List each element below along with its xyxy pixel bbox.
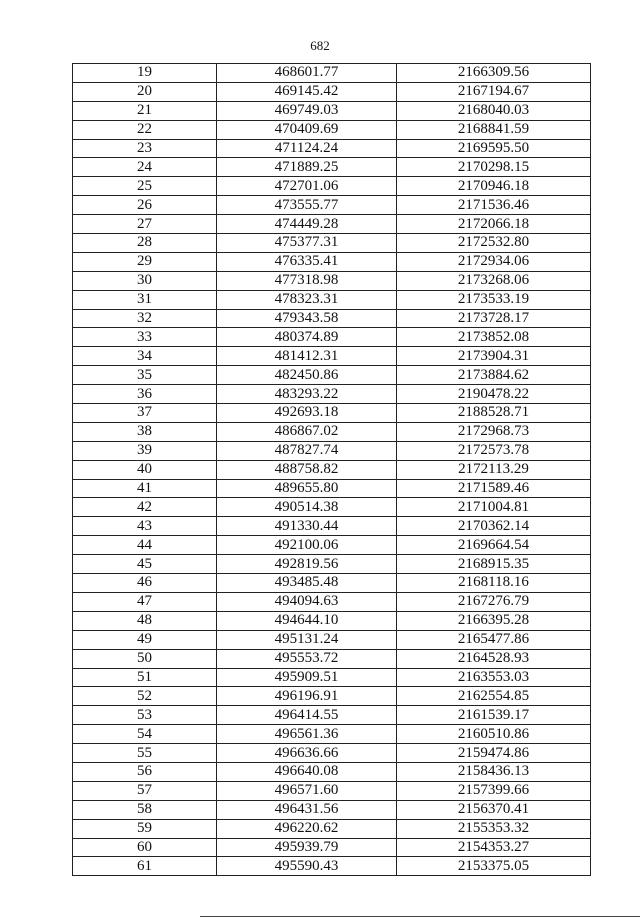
x-coordinate-cell: 493485.48: [217, 574, 397, 593]
x-coordinate-cell: 495939.79: [217, 838, 397, 857]
coordinates-table-body: [73, 64, 591, 876]
table-row: [73, 536, 591, 555]
table-row: [73, 441, 591, 460]
point-number-cell: 53: [73, 706, 217, 725]
table-row: [73, 309, 591, 328]
table-row: [73, 196, 591, 215]
table-row: [73, 422, 591, 441]
table-row: [73, 82, 591, 101]
point-number-cell: 31: [73, 290, 217, 309]
point-number-cell: 44: [73, 536, 217, 555]
point-number-cell: 30: [73, 271, 217, 290]
x-coordinate-cell: 469749.03: [217, 101, 397, 120]
x-coordinate-cell: 480374.89: [217, 328, 397, 347]
table-row: [73, 592, 591, 611]
y-coordinate-cell: 2172113.29: [397, 460, 591, 479]
x-coordinate-cell: 471124.24: [217, 139, 397, 158]
table-row: [73, 215, 591, 234]
x-coordinate-cell: 496640.08: [217, 762, 397, 781]
point-number-cell: 27: [73, 215, 217, 234]
page-number: 682: [310, 38, 330, 53]
point-number-cell: 51: [73, 668, 217, 687]
table-row: [73, 158, 591, 177]
point-number-cell: 39: [73, 441, 217, 460]
y-coordinate-cell: 2160510.86: [397, 725, 591, 744]
y-coordinate-cell: 2172573.78: [397, 441, 591, 460]
y-coordinate-cell: 2168841.59: [397, 120, 591, 139]
x-coordinate-cell: 471889.25: [217, 158, 397, 177]
table-row: [73, 819, 591, 838]
point-number-cell: 36: [73, 385, 217, 404]
point-number-cell: 41: [73, 479, 217, 498]
table-row: [73, 479, 591, 498]
x-coordinate-cell: 477318.98: [217, 271, 397, 290]
point-number-cell: 48: [73, 611, 217, 630]
y-coordinate-cell: 2153375.05: [397, 857, 591, 876]
point-number-cell: 54: [73, 725, 217, 744]
y-coordinate-cell: 2168118.16: [397, 574, 591, 593]
y-coordinate-cell: 2162554.85: [397, 687, 591, 706]
point-number-cell: 47: [73, 592, 217, 611]
table-row: [73, 460, 591, 479]
table-row: [73, 498, 591, 517]
x-coordinate-cell: 496220.62: [217, 819, 397, 838]
table-row: [73, 744, 591, 763]
point-number-cell: 24: [73, 158, 217, 177]
coordinates-table: [72, 63, 591, 876]
table-row: [73, 404, 591, 423]
table-row: [73, 234, 591, 253]
x-coordinate-cell: 476335.41: [217, 252, 397, 271]
y-coordinate-cell: 2164528.93: [397, 649, 591, 668]
y-coordinate-cell: 2157399.66: [397, 781, 591, 800]
point-number-cell: 46: [73, 574, 217, 593]
point-number-cell: 55: [73, 744, 217, 763]
x-coordinate-cell: 488758.82: [217, 460, 397, 479]
bottom-rule: [200, 916, 640, 917]
x-coordinate-cell: 494644.10: [217, 611, 397, 630]
y-coordinate-cell: 2188528.71: [397, 404, 591, 423]
point-number-cell: 38: [73, 422, 217, 441]
point-number-cell: 49: [73, 630, 217, 649]
y-coordinate-cell: 2159474.86: [397, 744, 591, 763]
table-row: [73, 347, 591, 366]
point-number-cell: 58: [73, 800, 217, 819]
point-number-cell: 19: [73, 64, 217, 83]
x-coordinate-cell: 496431.56: [217, 800, 397, 819]
x-coordinate-cell: 479343.58: [217, 309, 397, 328]
y-coordinate-cell: 2165477.86: [397, 630, 591, 649]
table-row: [73, 139, 591, 158]
x-coordinate-cell: 490514.38: [217, 498, 397, 517]
y-coordinate-cell: 2171536.46: [397, 196, 591, 215]
table-row: [73, 120, 591, 139]
table-row: [73, 857, 591, 876]
x-coordinate-cell: 472701.06: [217, 177, 397, 196]
x-coordinate-cell: 473555.77: [217, 196, 397, 215]
y-coordinate-cell: 2156370.41: [397, 800, 591, 819]
y-coordinate-cell: 2173268.06: [397, 271, 591, 290]
point-number-cell: 40: [73, 460, 217, 479]
y-coordinate-cell: 2173728.17: [397, 309, 591, 328]
y-coordinate-cell: 2171589.46: [397, 479, 591, 498]
table-row: [73, 800, 591, 819]
x-coordinate-cell: 481412.31: [217, 347, 397, 366]
x-coordinate-cell: 496196.91: [217, 687, 397, 706]
table-row: [73, 649, 591, 668]
point-number-cell: 56: [73, 762, 217, 781]
y-coordinate-cell: 2168915.35: [397, 555, 591, 574]
point-number-cell: 20: [73, 82, 217, 101]
table-row: [73, 706, 591, 725]
table-row: [73, 574, 591, 593]
x-coordinate-cell: 495909.51: [217, 668, 397, 687]
table-row: [73, 64, 591, 83]
table-row: [73, 668, 591, 687]
y-coordinate-cell: 2170946.18: [397, 177, 591, 196]
point-number-cell: 28: [73, 234, 217, 253]
x-coordinate-cell: 495131.24: [217, 630, 397, 649]
x-coordinate-cell: 492693.18: [217, 404, 397, 423]
point-number-cell: 21: [73, 101, 217, 120]
point-number-cell: 57: [73, 781, 217, 800]
x-coordinate-cell: 475377.31: [217, 234, 397, 253]
y-coordinate-cell: 2167194.67: [397, 82, 591, 101]
y-coordinate-cell: 2166395.28: [397, 611, 591, 630]
point-number-cell: 61: [73, 857, 217, 876]
point-number-cell: 52: [73, 687, 217, 706]
x-coordinate-cell: 474449.28: [217, 215, 397, 234]
x-coordinate-cell: 469145.42: [217, 82, 397, 101]
table-row: [73, 725, 591, 744]
y-coordinate-cell: 2167276.79: [397, 592, 591, 611]
x-coordinate-cell: 468601.77: [217, 64, 397, 83]
point-number-cell: 42: [73, 498, 217, 517]
x-coordinate-cell: 496561.36: [217, 725, 397, 744]
point-number-cell: 33: [73, 328, 217, 347]
x-coordinate-cell: 495590.43: [217, 857, 397, 876]
table-row: [73, 366, 591, 385]
y-coordinate-cell: 2173904.31: [397, 347, 591, 366]
table-row: [73, 328, 591, 347]
point-number-cell: 32: [73, 309, 217, 328]
y-coordinate-cell: 2158436.13: [397, 762, 591, 781]
table-row: [73, 252, 591, 271]
y-coordinate-cell: 2173884.62: [397, 366, 591, 385]
y-coordinate-cell: 2172532.80: [397, 234, 591, 253]
x-coordinate-cell: 483293.22: [217, 385, 397, 404]
y-coordinate-cell: 2172934.06: [397, 252, 591, 271]
point-number-cell: 22: [73, 120, 217, 139]
point-number-cell: 35: [73, 366, 217, 385]
table-row: [73, 517, 591, 536]
point-number-cell: 34: [73, 347, 217, 366]
table-row: [73, 630, 591, 649]
point-number-cell: 50: [73, 649, 217, 668]
x-coordinate-cell: 489655.80: [217, 479, 397, 498]
x-coordinate-cell: 494094.63: [217, 592, 397, 611]
x-coordinate-cell: 492819.56: [217, 555, 397, 574]
table-row: [73, 781, 591, 800]
y-coordinate-cell: 2172968.73: [397, 422, 591, 441]
x-coordinate-cell: 491330.44: [217, 517, 397, 536]
y-coordinate-cell: 2173852.08: [397, 328, 591, 347]
x-coordinate-cell: 487827.74: [217, 441, 397, 460]
x-coordinate-cell: 492100.06: [217, 536, 397, 555]
x-coordinate-cell: 495553.72: [217, 649, 397, 668]
point-number-cell: 45: [73, 555, 217, 574]
table-row: [73, 101, 591, 120]
x-coordinate-cell: 482450.86: [217, 366, 397, 385]
point-number-cell: 26: [73, 196, 217, 215]
y-coordinate-cell: 2155353.32: [397, 819, 591, 838]
table-row: [73, 687, 591, 706]
table-row: [73, 271, 591, 290]
point-number-cell: 59: [73, 819, 217, 838]
table-row: [73, 555, 591, 574]
table-row: [73, 611, 591, 630]
y-coordinate-cell: 2163553.03: [397, 668, 591, 687]
point-number-cell: 25: [73, 177, 217, 196]
x-coordinate-cell: 470409.69: [217, 120, 397, 139]
x-coordinate-cell: 496571.60: [217, 781, 397, 800]
table-row: [73, 385, 591, 404]
table-row: [73, 290, 591, 309]
x-coordinate-cell: 496414.55: [217, 706, 397, 725]
y-coordinate-cell: 2168040.03: [397, 101, 591, 120]
point-number-cell: 37: [73, 404, 217, 423]
point-number-cell: 43: [73, 517, 217, 536]
y-coordinate-cell: 2173533.19: [397, 290, 591, 309]
y-coordinate-cell: 2170298.15: [397, 158, 591, 177]
x-coordinate-cell: 496636.66: [217, 744, 397, 763]
y-coordinate-cell: 2154353.27: [397, 838, 591, 857]
x-coordinate-cell: 486867.02: [217, 422, 397, 441]
table-row: [73, 838, 591, 857]
y-coordinate-cell: 2172066.18: [397, 215, 591, 234]
y-coordinate-cell: 2166309.56: [397, 64, 591, 83]
point-number-cell: 23: [73, 139, 217, 158]
y-coordinate-cell: 2190478.22: [397, 385, 591, 404]
x-coordinate-cell: 478323.31: [217, 290, 397, 309]
y-coordinate-cell: 2171004.81: [397, 498, 591, 517]
y-coordinate-cell: 2169664.54: [397, 536, 591, 555]
y-coordinate-cell: 2169595.50: [397, 139, 591, 158]
y-coordinate-cell: 2161539.17: [397, 706, 591, 725]
table-row: [73, 762, 591, 781]
y-coordinate-cell: 2170362.14: [397, 517, 591, 536]
point-number-cell: 29: [73, 252, 217, 271]
point-number-cell: 60: [73, 838, 217, 857]
table-row: [73, 177, 591, 196]
